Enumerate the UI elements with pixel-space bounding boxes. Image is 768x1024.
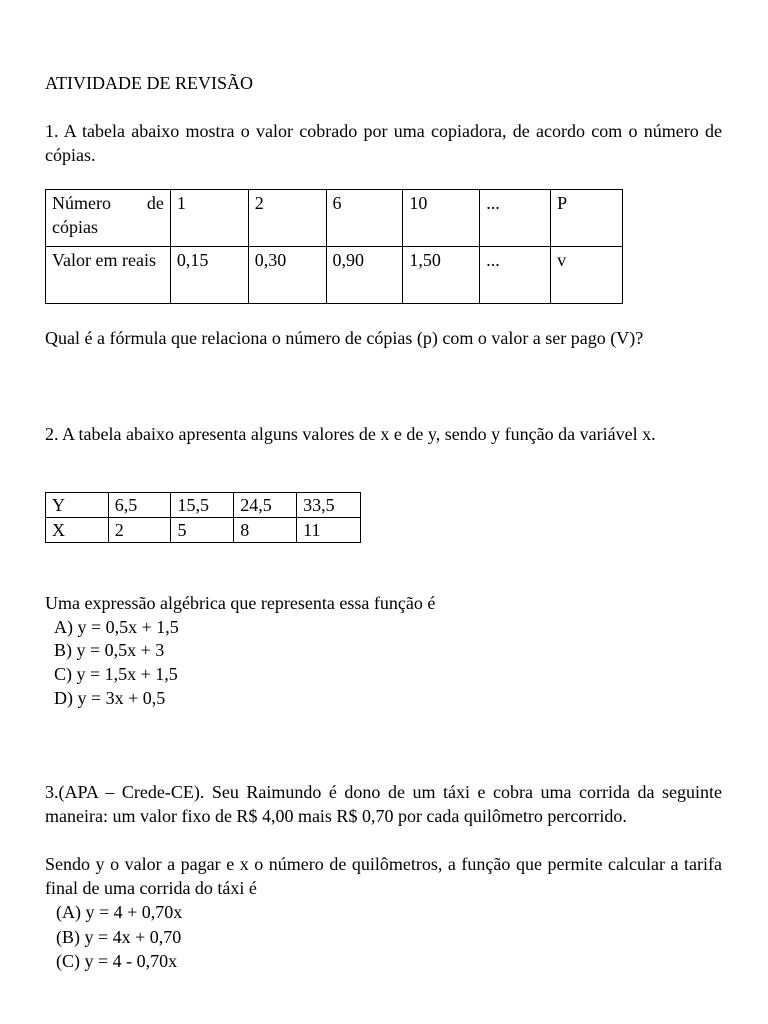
- page-title: ATIVIDADE DE REVISÃO: [45, 73, 253, 93]
- table-cell: ...: [480, 190, 551, 247]
- table-cell: 6: [326, 190, 403, 247]
- row-header-value: Valor em reais: [46, 247, 171, 304]
- table-cell: 8: [234, 518, 297, 543]
- table-cell: 5: [171, 518, 234, 543]
- table-cell: 15,5: [171, 493, 234, 518]
- table-cell: 0,30: [248, 247, 326, 304]
- row-header-x: X: [46, 518, 109, 543]
- copies-table: [45, 189, 623, 304]
- option-a: A) y = 0,5x + 1,5: [54, 617, 179, 637]
- row-header-copies: Número de cópias: [46, 190, 171, 247]
- table-cell: ...: [480, 247, 551, 304]
- question-1-prompt: Qual é a fórmula que relaciona o número de cópias (p) com o valor a ser pago (V)?: [45, 328, 644, 348]
- table-row: [46, 518, 361, 543]
- question-3-prompt: Sendo y o valor a pagar e x o número de quilômetros, a função que permite calcular a tarifa final de uma corrida do táxi é: [45, 854, 722, 898]
- option-b: B) y = 0,5x + 3: [54, 640, 165, 660]
- table-cell: 6,5: [108, 493, 171, 518]
- option-b: (B) y = 4x + 0,70: [56, 927, 182, 947]
- table-cell: 0,90: [326, 247, 403, 304]
- table-cell: 33,5: [297, 493, 361, 518]
- table-cell: P: [551, 190, 623, 247]
- table-row: [46, 190, 623, 247]
- table-cell: 2: [248, 190, 326, 247]
- table-cell: v: [551, 247, 623, 304]
- table-cell: 0,15: [170, 247, 248, 304]
- xy-table: [45, 492, 361, 543]
- table-row: [46, 247, 623, 304]
- question-2-text: 2. A tabela abaixo apresenta alguns valores de x e de y, sendo y função da variável x.: [45, 424, 656, 444]
- row-header-y: Y: [46, 493, 109, 518]
- table-row: [46, 493, 361, 518]
- table-cell: 1: [170, 190, 248, 247]
- option-c: (C) y = 4 - 0,70x: [56, 951, 178, 971]
- table-cell: 1,50: [403, 247, 480, 304]
- table-cell: 10: [403, 190, 480, 247]
- question-3-text: 3.(APA – Crede-CE). Seu Raimundo é dono de um táxi e cobra uma corrida da seguinte maneira: um valor fixo de R$ 4,00 mais R$ 0,70 por cada quilômetro percorrido.: [45, 782, 722, 826]
- question-2-prompt: Uma expressão algébrica que representa essa função é: [45, 593, 436, 613]
- question-1-text: 1. A tabela abaixo mostra o valor cobrado por uma copiadora, de acordo com o número de cópias.: [45, 121, 722, 165]
- table-cell: 11: [297, 518, 361, 543]
- option-d: D) y = 3x + 0,5: [54, 688, 166, 708]
- option-c: C) y = 1,5x + 1,5: [54, 664, 178, 684]
- table-cell: 2: [108, 518, 171, 543]
- option-a: (A) y = 4 + 0,70x: [56, 902, 183, 922]
- table-cell: 24,5: [234, 493, 297, 518]
